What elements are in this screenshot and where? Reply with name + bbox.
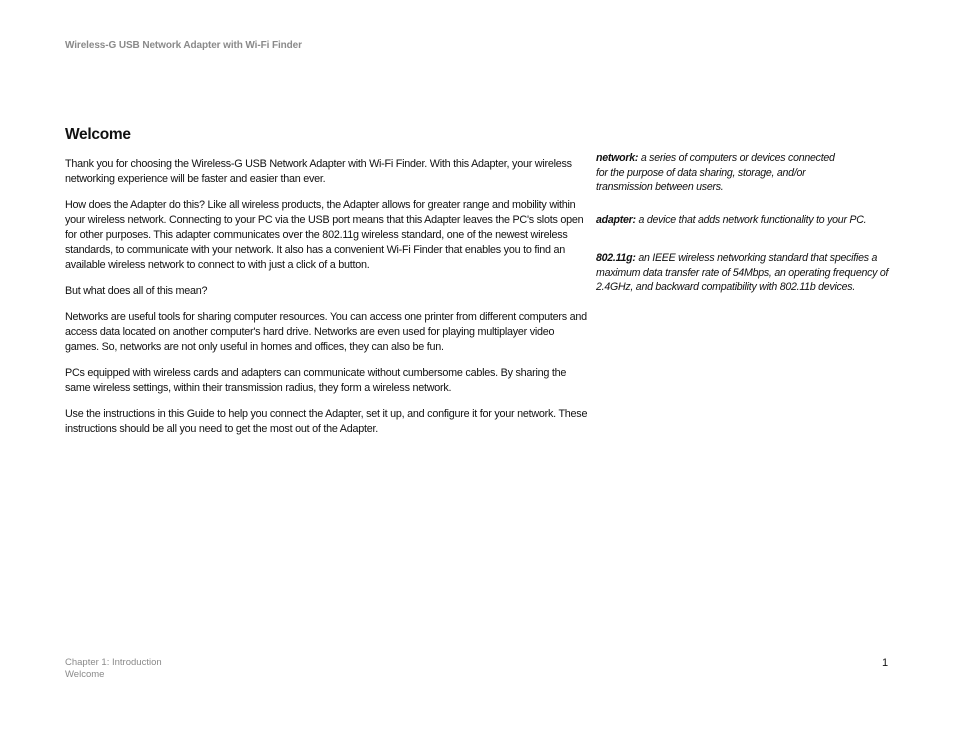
paragraph-intro: Thank you for choosing the Wireless-G USB Network Adapter with Wi-Fi Finder. With this Adapter, your wireless networking experience will be faster and easier than ever. bbox=[65, 158, 572, 185]
running-header: Wireless-G USB Network Adapter with Wi-Fi Finder bbox=[65, 40, 302, 51]
glossary-term: 802.11g: bbox=[596, 252, 636, 264]
section-title: Welcome bbox=[65, 126, 131, 143]
glossary-entry-adapter bbox=[596, 213, 896, 228]
paragraph-wireless: PCs equipped with wireless cards and adapters can communicate without cumbersome cables. By sharing the same wireless settings, within their transmission radius, they form a wireless network. bbox=[65, 367, 567, 394]
page-number: 1 bbox=[882, 657, 889, 669]
footer-chapter: Chapter 1: Introduction bbox=[65, 657, 162, 668]
glossary-term: adapter: bbox=[596, 214, 636, 226]
glossary-term: network: bbox=[596, 152, 639, 164]
paragraph-networks: Networks are useful tools for sharing computer resources. You can access one printer from different computers and access data located on another computer's hard drive. Networks are even used for playing multiplayer video games. So, networks are not only useful in homes and offices, they can also be fun. bbox=[65, 311, 587, 353]
glossary-definition: a device that adds network functionality to your PC. bbox=[635, 214, 867, 226]
glossary-entry-network bbox=[596, 151, 846, 195]
paragraph-instructions: Use the instructions in this Guide to help you connect the Adapter, set it up, and configure it for your network. These instructions should be all you need to get the most out of the Adapter. bbox=[65, 408, 588, 435]
glossary-definition: a series of computers or devices connected for the purpose of data sharing, storage, and/or transmission between users. bbox=[596, 152, 835, 194]
footer-section: Welcome bbox=[65, 669, 105, 680]
main-text-column bbox=[65, 157, 589, 448]
paragraph-how-it-works: How does the Adapter do this? Like all wireless products, the Adapter allows for greater range and mobility within your wireless network. Connecting to your PC via the USB port means that this Adapter leaves the PC's slots open for other purposes. This adapter communicates over the 802.11g wireless standard, one of the newest wireless standards, to communicate with your network. It also has a convenient Wi-Fi Finder that enables you to find an available wireless network to connect to with just a click of a button. bbox=[65, 199, 584, 271]
paragraph-question: But what does all of this mean? bbox=[65, 285, 208, 297]
glossary-entry-80211g bbox=[596, 251, 896, 295]
footer-breadcrumb bbox=[65, 657, 162, 681]
glossary-definition: an IEEE wireless networking standard that specifies a maximum data transfer rate of 54Mbps, an operating frequency of 2.4GHz, and backward compatibility with 802.11b devices. bbox=[596, 252, 889, 294]
